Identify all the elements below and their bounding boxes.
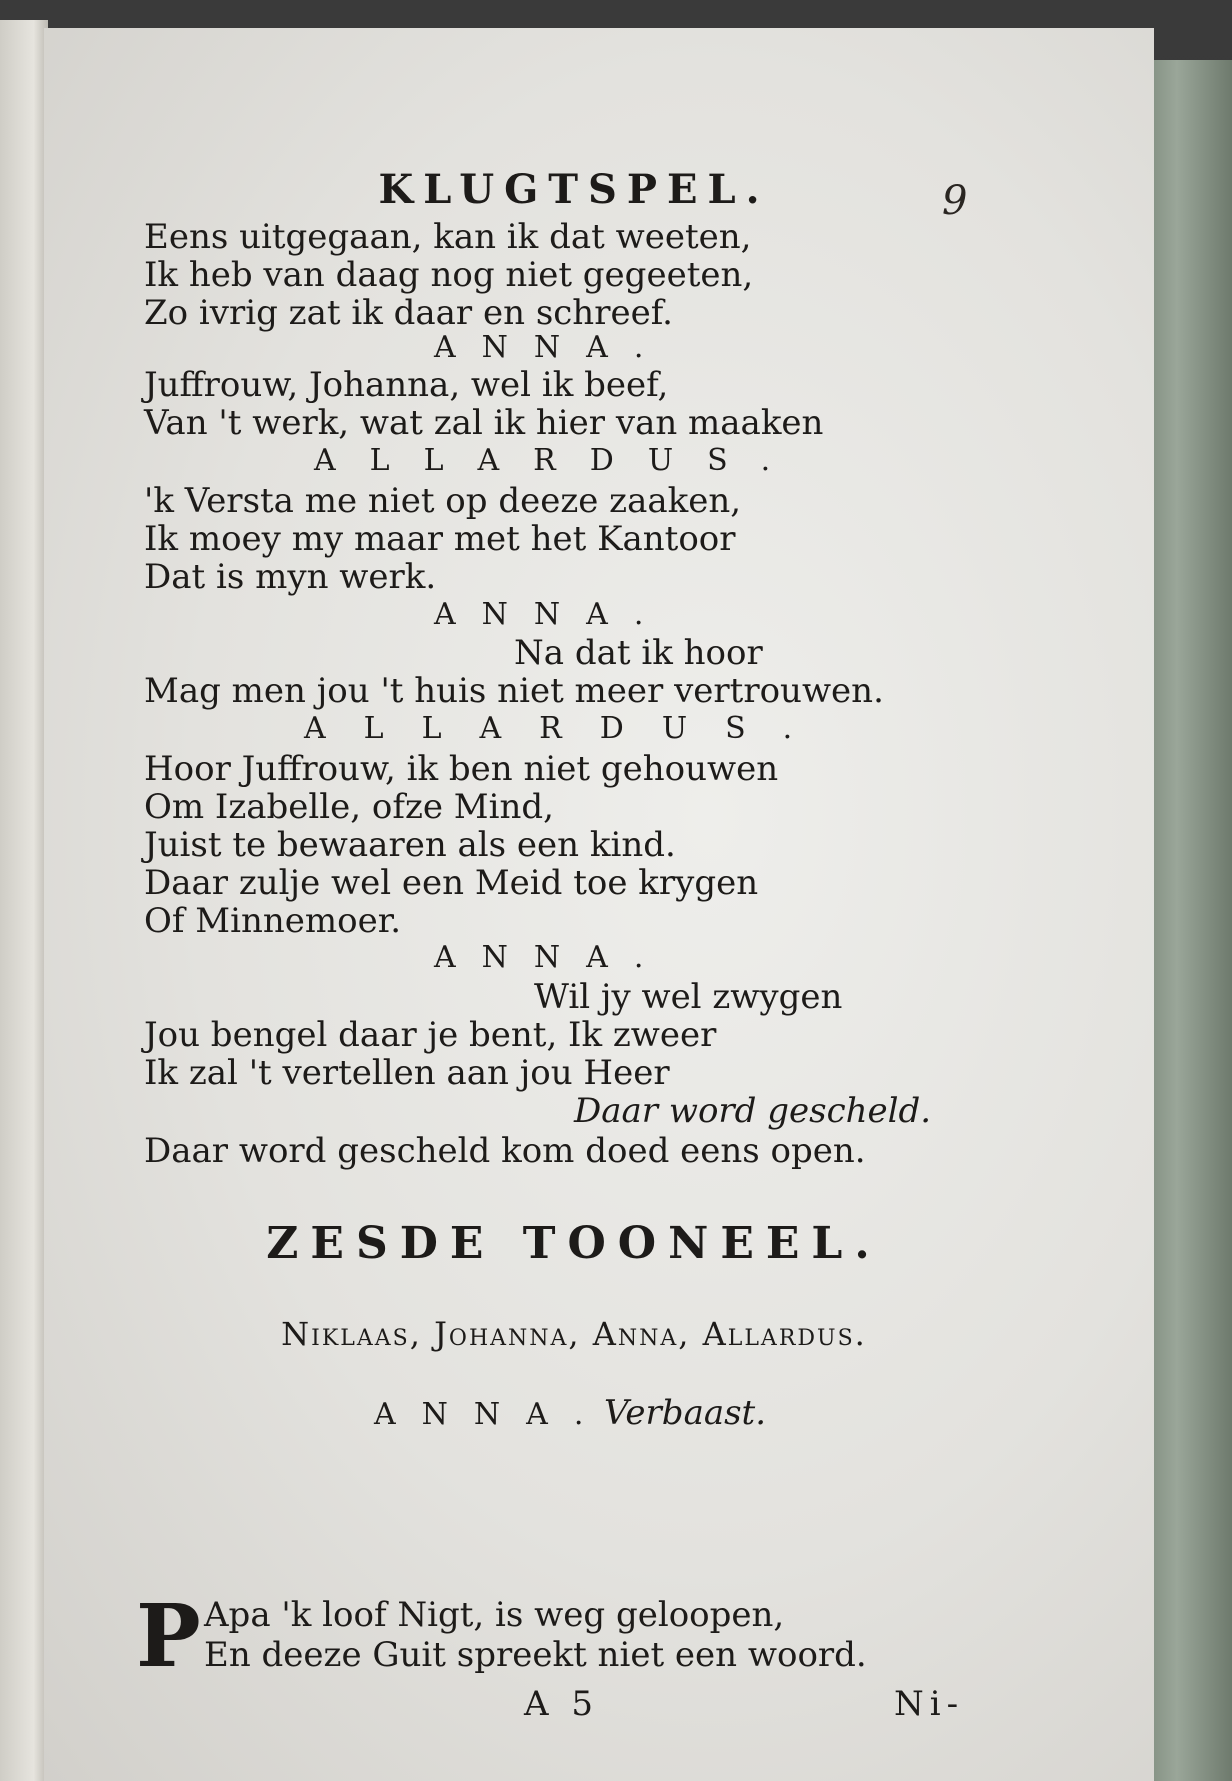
verse-line: Daar word gescheld kom doed eens open. [144, 1131, 866, 1171]
verse-line: Of Minnemoer. [144, 901, 402, 941]
verse-line: Apa 'k loof Nigt, is weg geloopen, [204, 1595, 785, 1635]
facing-page-edge [0, 20, 48, 1781]
book-page [44, 28, 1154, 1781]
stage-direction: Daar word gescheld. [574, 1091, 932, 1131]
verse-line: Jou bengel daar je bent, Ik zweer [144, 1015, 717, 1055]
verse-line: Ik moey my maar met het Kantoor [144, 519, 736, 559]
verse-line: Van 't werk, wat zal ik hier van maaken [144, 403, 824, 443]
running-head: KLUGTSPEL. [378, 166, 770, 213]
verse-line: Zo ivrig zat ik daar en schreef. [144, 293, 673, 333]
signature-mark: A 5 [524, 1684, 599, 1724]
verse-line: Daar zulje wel een Meid toe krygen [144, 863, 759, 903]
catchword: Ni- [894, 1684, 965, 1724]
verse-line: Dat is myn werk. [144, 557, 437, 597]
verse-line: Na dat ik hoor [514, 633, 763, 673]
scene-heading: ZESDE TOONEEL. [266, 1218, 882, 1269]
speaker-anna: ANNA. [434, 940, 670, 975]
stage-direction: Verbaast. [604, 1393, 767, 1433]
speaker-anna: ANNA. [434, 330, 670, 365]
verse-line: Juist te bewaaren als een kind. [144, 825, 676, 865]
verse-line: Mag men jou 't huis niet meer vertrouwen. [144, 671, 884, 711]
speaker-anna: ANNA. [434, 597, 670, 632]
verse-line: Ik heb van daag nog niet gegeeten, [144, 255, 754, 295]
verse-line: Hoor Juffrouw, ik ben niet gehouwen [144, 749, 779, 789]
verse-line: Eens uitgegaan, kan ik dat weeten, [144, 217, 752, 257]
verse-line: Wil jy wel zwygen [534, 977, 843, 1017]
drop-cap: P [136, 1586, 201, 1687]
verse-line: Ik zal 't vertellen aan jou Heer [144, 1053, 670, 1093]
verse-line: 'k Versta me niet op deeze zaaken, [144, 481, 742, 521]
verse-line: En deeze Guit spreekt niet een woord. [204, 1635, 867, 1675]
verse-line: Om Izabelle, ofze Mind, [144, 787, 554, 827]
speaker-allardus: ALLARDUS. [314, 443, 805, 478]
page-number: 9 [942, 178, 968, 224]
verse-line: Juffrouw, Johanna, wel ik beef, [144, 365, 669, 405]
speaker-anna: ANNA. [374, 1397, 610, 1432]
dramatis-personae: Niklaas, Johanna, Anna, Allardus. [281, 1315, 867, 1353]
speaker-allardus: ALLARDUS. [304, 711, 831, 746]
